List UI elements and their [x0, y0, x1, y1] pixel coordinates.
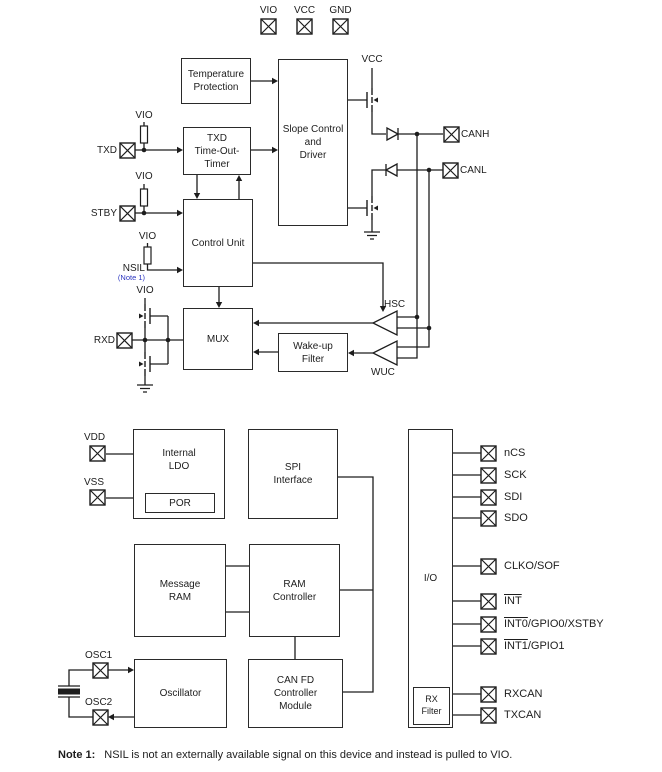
pin-sck-icon — [481, 468, 496, 483]
pin-stby-icon — [120, 206, 135, 221]
block-ram-controller: RAM Controller — [249, 544, 340, 637]
block-temperature-protection: Temperature Protection — [181, 58, 251, 104]
pin-txd-icon — [120, 143, 135, 158]
pin-label-int0-gpio0-xstby: INT0/GPIO0/XSTBY — [504, 618, 604, 630]
nsil-note-ref: (Note 1) — [117, 273, 145, 282]
pin-gnd-icon — [333, 19, 348, 34]
block-message-ram: Message RAM — [134, 544, 226, 637]
block-io: I/O — [408, 429, 453, 728]
pin-ncs-icon — [481, 446, 496, 461]
pin-sdi-icon — [481, 490, 496, 505]
pin-label-rxd: RXD — [93, 335, 115, 346]
rxd-nmos-icon — [139, 352, 150, 376]
pin-rxcan-icon — [481, 687, 496, 702]
pin-label-int: $\overline{INT}$ — [504, 595, 522, 607]
pin-label-int1-gpio1: INT1/GPIO1 — [504, 640, 565, 652]
ground-icon — [364, 232, 380, 239]
pin-osc2-icon — [93, 710, 108, 725]
wire-canh-sense — [397, 134, 417, 358]
footnote-text: NSIL is not an externally available signal on this device and instead is pulled to VIO. — [104, 749, 513, 761]
rxd-pmos-icon — [139, 304, 150, 328]
pin-vss-icon — [90, 490, 105, 505]
pin-label-gnd: GND — [329, 5, 352, 16]
pin-label-vss: VSS — [84, 477, 105, 488]
pin-label-osc1: OSC1 — [85, 650, 113, 661]
block-mux: MUX — [183, 308, 253, 370]
wire-rxd-stage — [145, 298, 168, 385]
vio-label: VIO — [136, 285, 154, 296]
footnote-prefix: Note 1: — [58, 749, 96, 761]
pin-rxd-icon — [117, 333, 132, 348]
wire-io-stubs — [450, 453, 481, 715]
wire-ram-link — [226, 566, 249, 612]
pin-label-vcc: VCC — [293, 5, 316, 16]
block-wakeup-filter: Wake-up Filter — [278, 333, 348, 372]
pin-label-osc2: OSC2 — [85, 697, 113, 708]
crystal-icon — [58, 689, 80, 695]
pin-vdd-icon — [90, 446, 105, 461]
pin-clko-icon — [481, 559, 496, 574]
pin-sdo-icon — [481, 511, 496, 526]
pin-vcc-icon — [297, 19, 312, 34]
wire-cu-hsc-enable — [253, 263, 383, 306]
pin-label-vio: VIO — [259, 5, 278, 16]
ground-icon — [137, 385, 153, 392]
canl-diode-icon — [386, 164, 397, 176]
pin-label-stby: STBY — [90, 208, 117, 219]
vio-label: VIO — [138, 231, 157, 242]
txd-pullup-resistor-icon — [141, 126, 148, 143]
wire-spi-bus — [338, 477, 373, 692]
block-canfd-controller: CAN FD Controller Module — [248, 659, 343, 728]
block-control-unit: Control Unit — [183, 199, 253, 287]
pin-label-sck: SCK — [504, 469, 527, 481]
vio-label: VIO — [135, 171, 153, 182]
wire-vcc-driver-high — [348, 68, 443, 134]
hsc-comparator-icon — [373, 311, 397, 335]
pin-txcan-icon — [481, 708, 496, 723]
pin-label-clko-sof: CLKO/SOF — [504, 560, 560, 572]
pin-int-icon — [481, 594, 496, 609]
wire-nsil — [148, 243, 178, 270]
pin-label-rxcan: RXCAN — [504, 688, 543, 700]
high-side-mosfet-icon — [367, 88, 378, 112]
block-internal-ldo: Internal LDO — [133, 429, 225, 519]
vcc-label: VCC — [361, 54, 383, 65]
pin-vio-icon — [261, 19, 276, 34]
footnote — [58, 748, 638, 762]
wuc-label: WUC — [371, 367, 395, 378]
pin-canl-icon — [443, 163, 458, 178]
hsc-label: HSC — [384, 299, 406, 310]
canh-diode-icon — [387, 128, 398, 140]
pin-label-sdo: SDO — [504, 512, 528, 524]
pin-label-sdi: SDI — [504, 491, 523, 503]
pin-int1-icon — [481, 639, 496, 654]
block-slope-control-driver: Slope Control and Driver — [278, 59, 348, 226]
block-oscillator: Oscillator — [134, 659, 227, 728]
pin-int0-icon — [481, 617, 496, 632]
pin-label-vdd: VDD — [84, 432, 106, 443]
vio-label: VIO — [135, 110, 153, 121]
wuc-comparator-icon — [373, 341, 397, 365]
block-rx-filter: RX Filter — [413, 687, 450, 725]
low-side-mosfet-icon — [367, 196, 378, 220]
block-spi-interface: SPI Interface — [248, 429, 338, 519]
pin-label-txd: TXD — [97, 145, 117, 156]
block-por: POR — [145, 493, 215, 513]
block-txd-timeout-timer: TXD Time-Out- Timer — [183, 127, 251, 175]
nsil-pullup-resistor-icon — [144, 247, 151, 264]
pin-label-canl: CANL — [460, 165, 487, 176]
pin-label-ncs: nCS — [504, 447, 526, 459]
stby-pullup-resistor-icon — [141, 189, 148, 206]
wire-canl-sense — [397, 170, 429, 347]
pin-label-canh: CANH — [461, 129, 490, 140]
pin-canh-icon — [444, 127, 459, 142]
pin-osc1-icon — [93, 663, 108, 678]
nsil-label: NSIL — [122, 263, 145, 274]
pin-label-txcan: TXCAN — [504, 709, 542, 721]
